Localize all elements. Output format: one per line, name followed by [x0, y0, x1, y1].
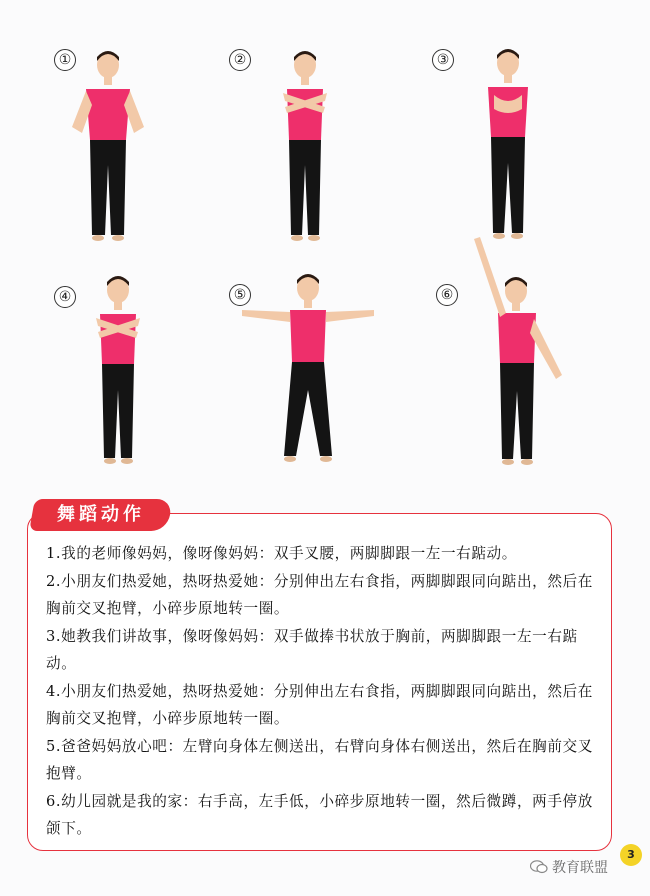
figure-1: [48, 45, 198, 255]
panel-title: 舞蹈动作: [57, 504, 145, 525]
dancer-illustration: [430, 235, 580, 475]
figure-6: [430, 235, 580, 445]
step-3: 3.她教我们讲故事，像呀像妈妈：双手做捧书状放于胸前，两脚脚跟一左一右踮动。: [46, 627, 578, 672]
figure-number: ③: [432, 49, 454, 71]
figure-number: ⑤: [229, 284, 251, 306]
dancer-illustration: [228, 272, 378, 482]
dancer-illustration: [225, 45, 375, 255]
dancer-illustration: [48, 272, 198, 482]
step-5: 5.爸爸妈妈放心吧：左臂向身体左侧送出，右臂向身体右侧送出，然后在胸前交叉抱臂。: [46, 737, 593, 782]
figure-number: ②: [229, 49, 251, 71]
figure-number: ⑥: [436, 284, 458, 306]
wechat-icon: [530, 860, 548, 874]
page-number: 3: [620, 844, 642, 866]
steps-list: [46, 540, 602, 843]
figure-number: ④: [54, 286, 76, 308]
dancer-illustration: [48, 45, 198, 255]
step-1: 1.我的老师像妈妈，像呀像妈妈：双手叉腰，两脚脚跟一左一右踮动。: [46, 545, 517, 562]
figure-3: [428, 45, 578, 255]
step-2: 2.小朋友们热爱她，热呀热爱她：分别伸出左右食指，两脚脚跟同向踮出，然后在胸前交叉抱臂，小碎步原地转一圈。: [46, 572, 593, 617]
watermark: [530, 857, 608, 877]
step-4: 4.小朋友们热爱她，热呀热爱她：分别伸出左右食指，两脚脚跟同向踮出，然后在胸前交叉抱臂，小碎步原地转一圈。: [46, 682, 593, 727]
figure-5: [228, 272, 378, 482]
step-6: 6.幼儿园就是我的家：右手高，左手低，小碎步原地转一圈，然后微蹲，两手停放颌下。: [46, 792, 593, 837]
figure-2: [225, 45, 375, 255]
panel-title-badge: [29, 499, 173, 531]
figure-number: ①: [54, 49, 76, 71]
watermark-text: 教育联盟: [552, 860, 608, 876]
dancer-illustration: [428, 45, 578, 255]
figure-4: [48, 272, 198, 482]
